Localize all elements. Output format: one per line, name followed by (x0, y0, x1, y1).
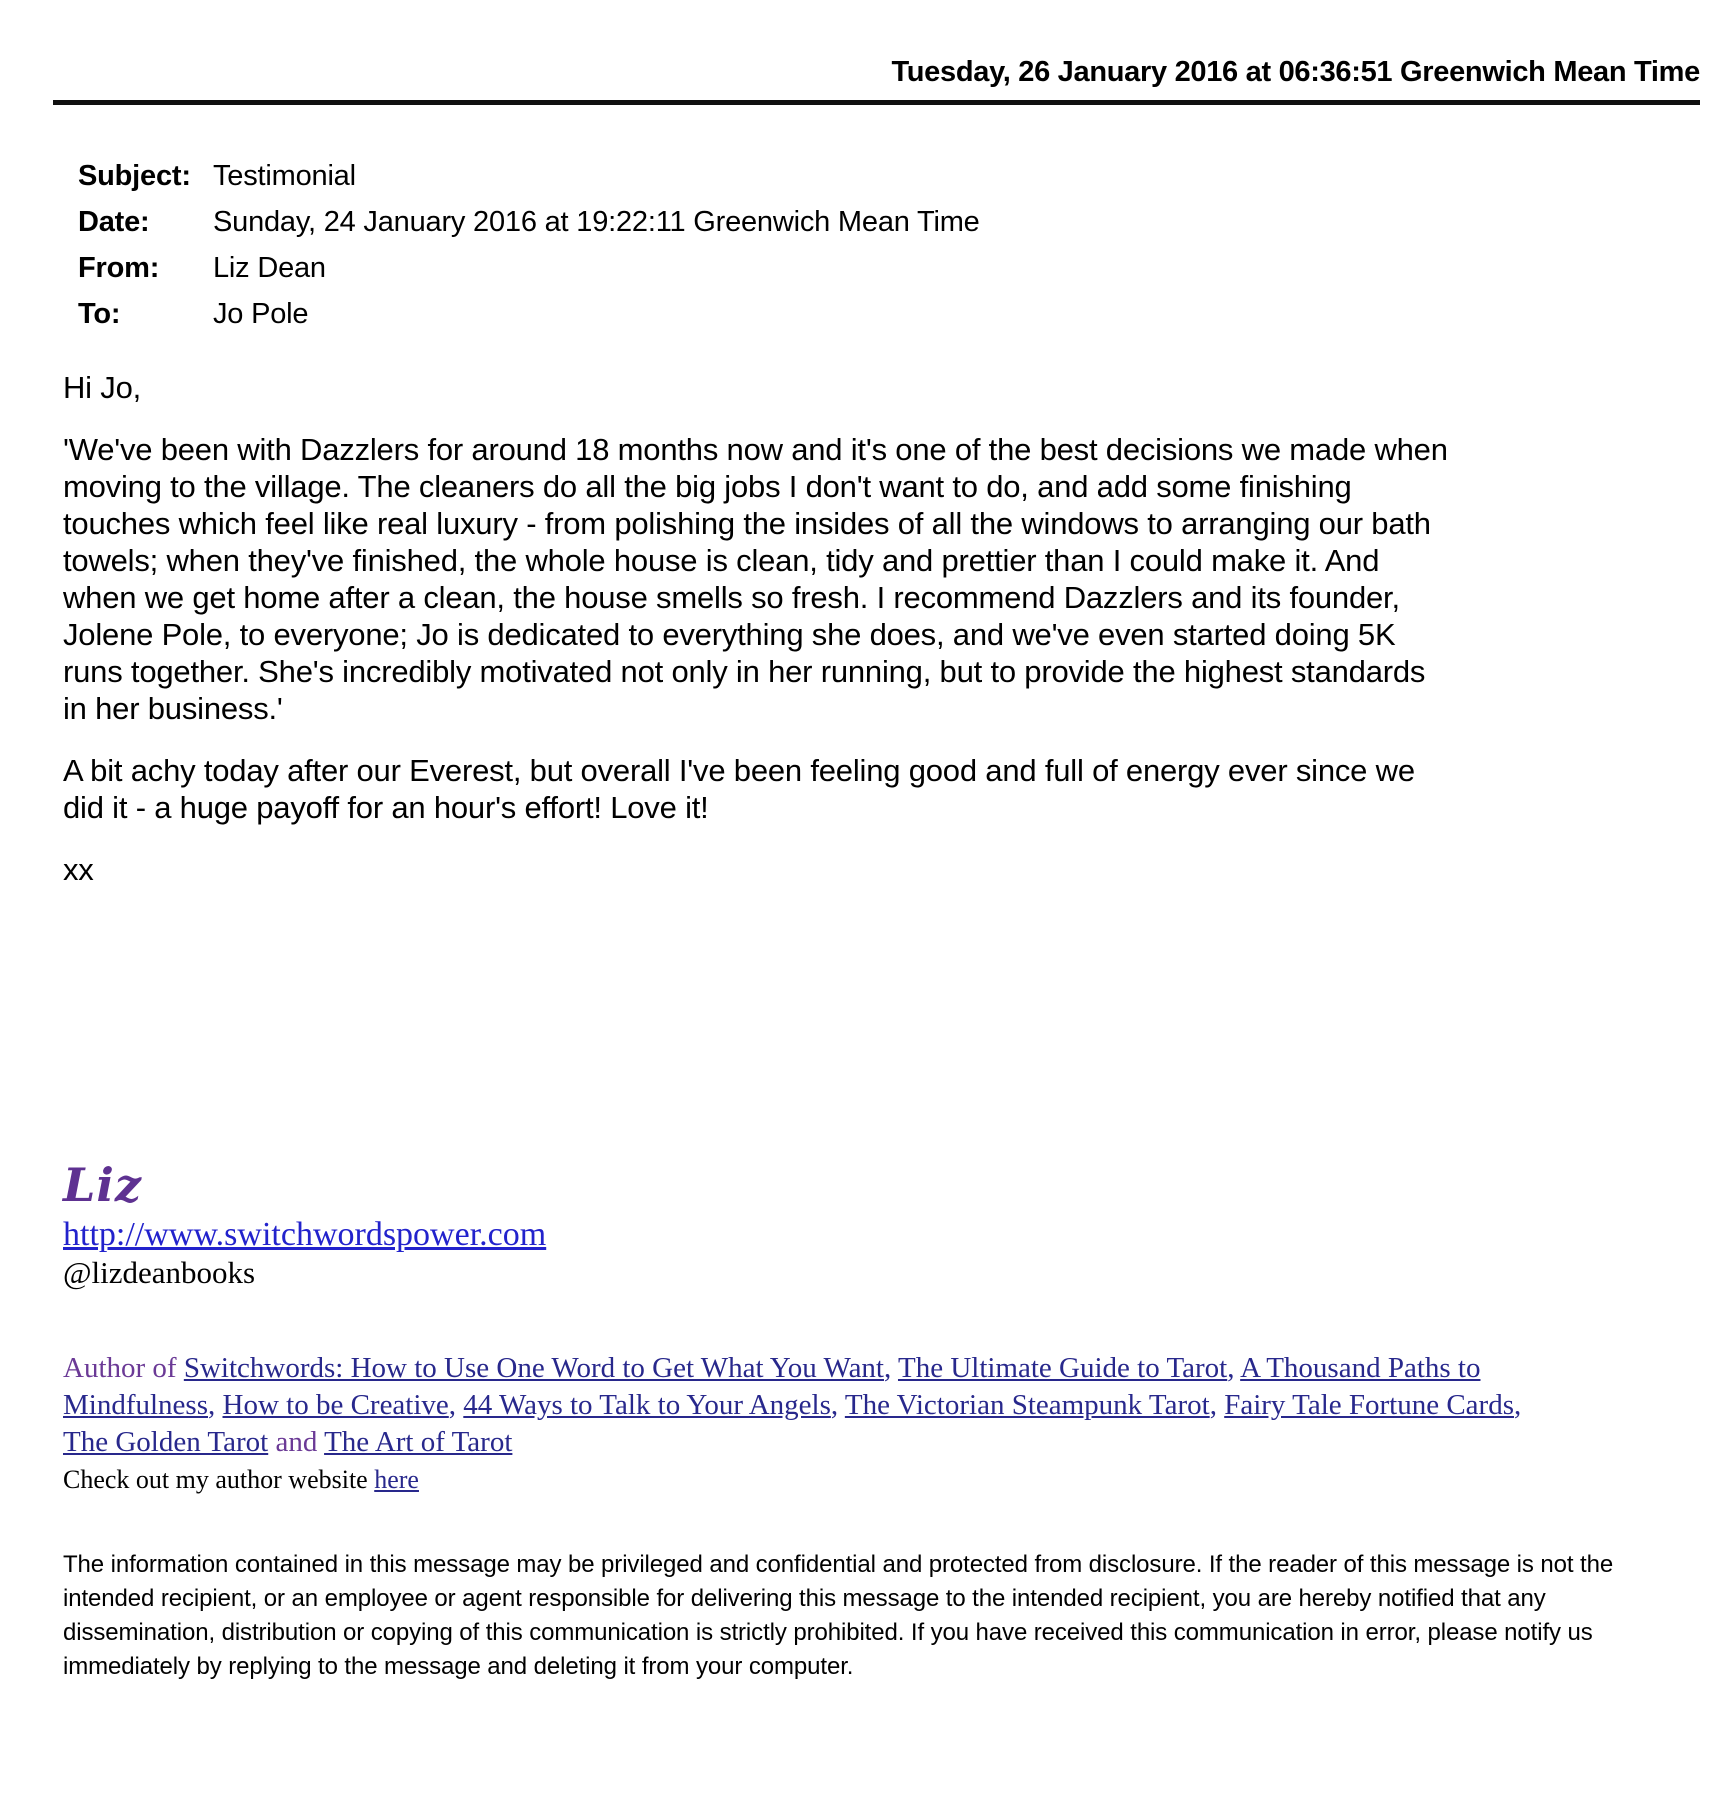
confidentiality-disclaimer: The information contained in this message may be privileged and confidential and protected from disclosure. If the reader of this message is not the intended recipient, or an employee or agent responsible for delivering this message to the intended recipient, you are hereby notified that any dissemination, distribution or copying of this communication is strictly prohibited. If you have received this communication in error, please notify us immediately by replying to the message and deleting it from your computer. (63, 1551, 1614, 1680)
book-separator: , (448, 1389, 464, 1421)
email-meta (78, 153, 1700, 337)
book-separator: , (1514, 1389, 1522, 1421)
email-body (63, 369, 1453, 888)
testimonial-paragraph: 'We've been with Dazzlers for around 18 months now and it's one of the best decisions we made when moving to the village. The cleaners do all the big jobs I don't want to do, and add some finishing touches which feel like real luxury - from polishing the insides of all the windows to arranging our bath towels; when they've finished, the whole house is clean, tidy and prettier than I could make it. And when we get home after a clean, the house smells so fresh. I recommend Dazzlers and its founder, Jolene Pole, to everyone; Jo is dedicated to everything she does, and we've even started doing 5K runs together. She's incredibly motivated not only in her running, but to provide the highest standards in her business.' (63, 432, 1448, 726)
book-separator: , (208, 1389, 223, 1421)
website-note-text: Check out my author website (63, 1465, 375, 1494)
meta-label: From: (78, 252, 160, 284)
meta-value: Liz Dean (213, 252, 326, 284)
book-link[interactable]: A Thousand Paths to Mindfulness (63, 1352, 1481, 1421)
greeting: Hi Jo, (63, 370, 142, 405)
followup-paragraph: A bit achy today after our Everest, but overall I've been feeling good and full of energy ever since we did it - a huge payoff for an hour's effort! Love it! (63, 753, 1415, 825)
header-divider-rule (53, 100, 1700, 105)
book-link[interactable]: How to be Creative (222, 1389, 449, 1421)
book-separator: , (830, 1389, 845, 1421)
social-handle: @lizdeanbooks (63, 1255, 256, 1290)
book-link[interactable]: The Art of Tarot (324, 1426, 513, 1458)
website-link[interactable]: http://www.switchwordspower.com (63, 1216, 547, 1253)
sign-off: xx (63, 852, 94, 887)
book-link[interactable]: 44 Ways to Talk to Your Angels (463, 1389, 831, 1421)
book-link[interactable]: Switchwords: How to Use One Word to Get What You Want (183, 1352, 884, 1384)
meta-row (78, 153, 1700, 199)
printed-timestamp: Tuesday, 26 January 2016 at 06:36:51 Greenwich Mean Time (891, 56, 1700, 88)
meta-row (78, 245, 1700, 291)
book-separator: , (884, 1352, 898, 1384)
and-label: and (268, 1426, 325, 1458)
meta-row (78, 199, 1700, 245)
book-separator: , (1227, 1352, 1241, 1384)
meta-label: Date: (78, 206, 150, 238)
meta-value: Testimonial (213, 160, 356, 192)
book-link[interactable]: The Golden Tarot (63, 1426, 269, 1458)
book-separator: , (1209, 1389, 1225, 1421)
website-note (63, 1464, 1700, 1496)
book-link[interactable]: The Victorian Steampunk Tarot (844, 1389, 1210, 1421)
signature-name: Liz (63, 1158, 142, 1212)
meta-value: Sunday, 24 January 2016 at 19:22:11 Greenwich Mean Time (213, 206, 980, 238)
signature-block (63, 1160, 1700, 1292)
meta-label: To: (78, 298, 121, 330)
author-of-label: Author of (63, 1352, 184, 1384)
meta-row (78, 291, 1700, 337)
here-link[interactable]: here (374, 1465, 419, 1494)
book-link[interactable]: The Ultimate Guide to Tarot (897, 1352, 1228, 1384)
meta-value: Jo Pole (213, 298, 309, 330)
book-link[interactable]: Fairy Tale Fortune Cards (1224, 1389, 1514, 1421)
books-line (63, 1350, 1538, 1461)
meta-label: Subject: (78, 160, 191, 192)
